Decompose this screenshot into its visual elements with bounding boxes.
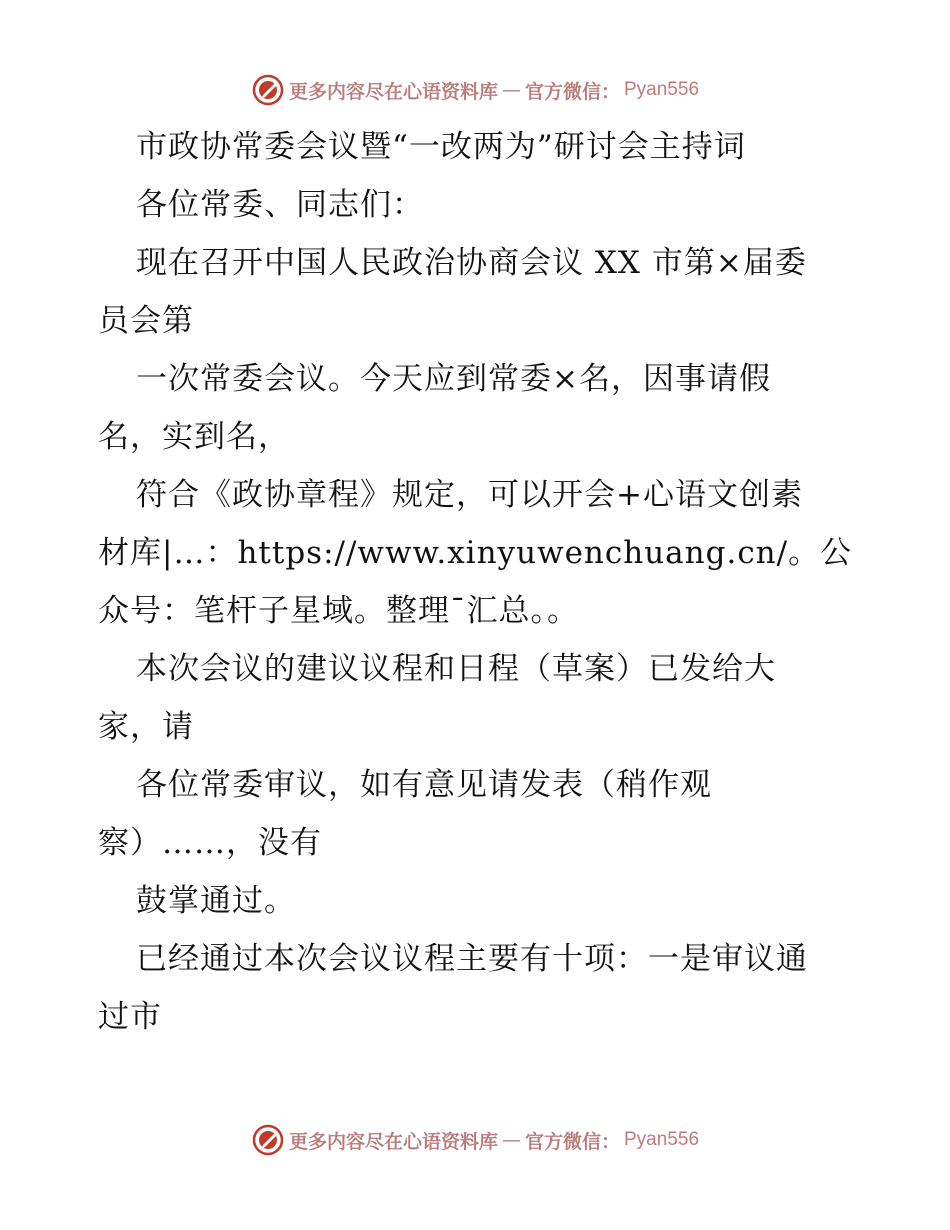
banner-dash: — [501,79,521,101]
paragraph-line: 材库|…：https://www.xinyuwenchuang.cn/。公 [98,535,853,571]
banner-dash: — [501,1129,521,1151]
paragraph-line: 本次会议的建议议程和日程（草案）已发给大 [136,651,776,687]
banner-main-text: 更多内容尽在心语资料库 [288,80,498,103]
pen-logo-icon [251,1123,285,1157]
banner-main-text: 更多内容尽在心语资料库 [288,1130,498,1153]
paragraph-line: 员会第 [98,303,194,339]
paragraph-line: 家，请 [98,709,194,745]
banner-contact-text: 官方微信： [524,80,620,103]
paragraph-line: 察）……，没有 [98,825,322,861]
banner-contact-id: Pyan556 [624,79,700,100]
header-banner [0,70,950,110]
paragraph-line: 现在召开中国人民政治协商会议 XX 市第×届委 [136,245,807,281]
paragraph-line: 众号：笔杆子星域。整理¯汇总。。 [98,593,579,629]
document-body [98,118,858,1046]
paragraph-line: 名，实到名， [98,419,290,455]
document-title: 市政协常委会议暨“一改两为”研讨会主持词 [136,129,746,165]
paragraph-line: 符合《政协章程》规定，可以开会+心语文创素 [136,477,803,513]
footer-banner [0,1120,950,1160]
paragraph-line: 各位常委审议，如有意见请发表（稍作观 [136,767,712,803]
paragraph-line: 鼓掌通过。 [136,883,296,919]
salutation: 各位常委、同志们： [136,187,424,223]
paragraph-line: 已经通过本次会议议程主要有十项：一是审议通 [136,941,808,977]
paragraph-line: 过市 [98,999,162,1035]
paragraph-line: 一次常委会议。今天应到常委×名，因事请假 [136,361,771,397]
banner-contact-id: Pyan556 [624,1129,700,1150]
banner-contact-text: 官方微信： [524,1130,620,1153]
pen-logo-icon [251,73,285,107]
